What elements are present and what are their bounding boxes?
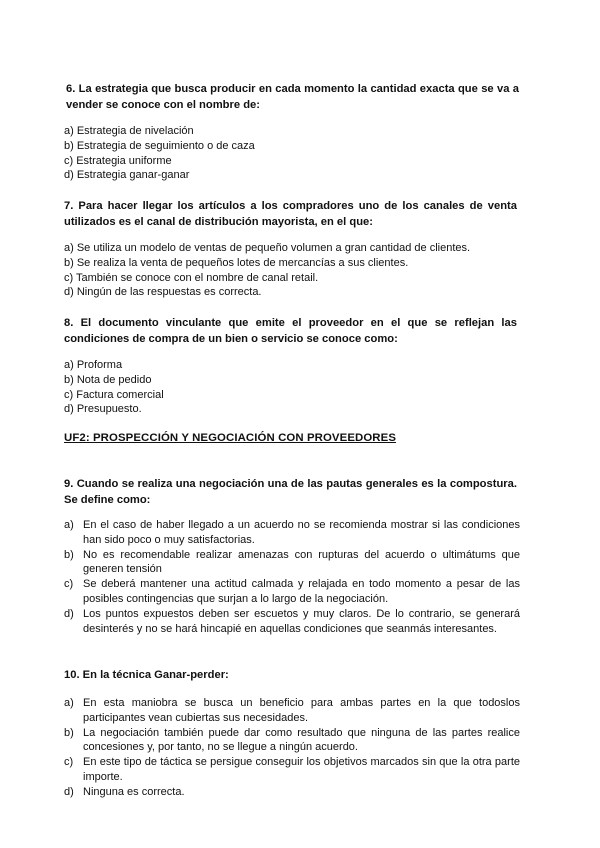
option-7d: d) Ningún de las respuestas es correcta. bbox=[64, 286, 262, 299]
option-6b: b) Estrategia de seguimiento o de caza bbox=[64, 139, 255, 152]
section-heading-uf2: UF2: PROSPECCIÓN Y NEGOCIACIÓN CON PROVEEDORES bbox=[64, 432, 397, 444]
option-7b: b) Se realiza la venta de pequeños lotes de mercancías a sus clientes. bbox=[64, 256, 409, 269]
question-6-title: 6. La estrategia que busca producir en cada momento la cantidad exacta que se va a vender se conoce con el nombre de: bbox=[66, 83, 519, 111]
option-10b bbox=[64, 726, 520, 756]
option-text: Los puntos expuestos deben ser escuetos y muy claros. De lo contrario, se generará desinterés y no se hará hincapié en aquellas condiciones que seanmás interesantes. bbox=[83, 607, 520, 635]
option-8d: d) Presupuesto. bbox=[64, 403, 142, 416]
question-8-options bbox=[64, 358, 520, 417]
option-9a bbox=[64, 518, 520, 548]
option-7c: c) También se conoce con el nombre de canal retail. bbox=[64, 271, 319, 284]
option-label: a) bbox=[64, 697, 74, 709]
option-10c bbox=[64, 755, 520, 785]
option-9b bbox=[64, 548, 520, 578]
option-10d bbox=[64, 785, 520, 800]
option-label: c) bbox=[64, 756, 74, 769]
option-text: No es recomendable realizar amenazas con rupturas del acuerdo o ultimátums que generen tensión bbox=[83, 548, 520, 576]
option-7a: a) Se utiliza un modelo de ventas de pequeño volumen a gran cantidad de clientes. bbox=[64, 242, 471, 254]
option-text: En el caso de haber llegado a un acuerdo no se recomienda mostrar si las condiciones han sido poco o muy satisfactorias. bbox=[83, 519, 520, 546]
option-8a: a) Proforma bbox=[64, 359, 123, 371]
option-text: Se deberá mantener una actitud calmada y relajada en todo momento a pesar de las posibles contingencias que surjan a lo largo de la negociación. bbox=[83, 578, 520, 605]
option-label: c) bbox=[64, 578, 74, 591]
option-9d bbox=[64, 607, 520, 637]
option-6a: a) Estrategia de nivelación bbox=[64, 125, 194, 137]
question-10-title: 10. En la técnica Ganar-perder: bbox=[64, 669, 229, 681]
option-10a bbox=[64, 696, 520, 726]
option-text: En esta maniobra se busca un beneficio para ambas partes en la que todoslos participantes vean cubiertas sus necesidades. bbox=[83, 697, 520, 724]
option-6c: c) Estrategia uniforme bbox=[64, 154, 172, 167]
option-6d: d) Estrategia ganar-ganar bbox=[64, 169, 190, 182]
option-label: d) bbox=[64, 785, 74, 798]
question-8-title: 8. El documento vinculante que emite el proveedor en el que se reflejan las condiciones de compra de un bien o servicio se conoce como: bbox=[64, 317, 517, 345]
option-label: d) bbox=[64, 607, 74, 620]
option-8b: b) Nota de pedido bbox=[64, 373, 152, 386]
question-9-title: 9. Cuando se realiza una negociación una de las pautas generales es la compostura. Se define como: bbox=[64, 478, 517, 506]
option-text: En este tipo de táctica se persigue conseguir los objetivos marcados sin que la otra parte importe. bbox=[83, 756, 520, 783]
option-label: a) bbox=[64, 519, 74, 531]
option-label: b) bbox=[64, 726, 74, 739]
question-6-options bbox=[64, 124, 520, 183]
option-label: b) bbox=[64, 548, 74, 561]
question-7-options bbox=[64, 241, 520, 300]
option-text: La negociación también puede dar como resultado que ninguna de las partes realice concesiones y, por tanto, no se llegue a ningún acuerdo. bbox=[83, 726, 520, 754]
question-10-options bbox=[64, 696, 520, 800]
option-8c: c) Factura comercial bbox=[64, 388, 164, 401]
question-9-options bbox=[64, 518, 520, 636]
option-text: Ninguna es correcta. bbox=[83, 785, 185, 798]
question-7-title: 7. Para hacer llegar los artículos a los compradores uno de los canales de venta utilizados es el canal de distribución mayorista, en el que: bbox=[64, 200, 517, 228]
option-9c bbox=[64, 577, 520, 607]
